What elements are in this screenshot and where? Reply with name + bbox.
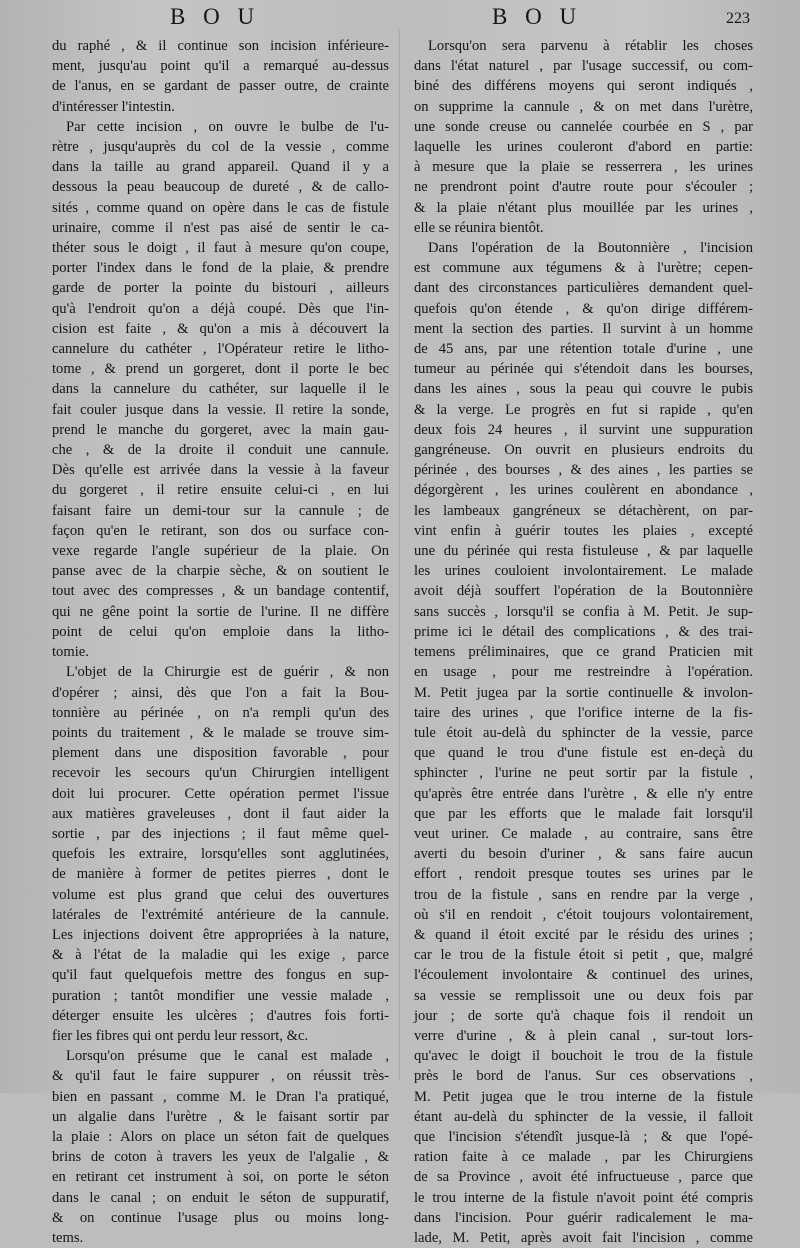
text-line: plement dans une disposition favorable , pour xyxy=(52,745,389,762)
text-line: tumeur au périnée qui s'étendoit dans les bourses, xyxy=(414,361,753,378)
text-line: & à l'état de la maladie qui les exige , parce xyxy=(52,947,389,964)
text-line: averti du besoin d'uriner , & sans faire aucun xyxy=(414,846,753,863)
text-line: sités , comme quand on opère dans le cas de fistule xyxy=(52,199,389,216)
text-line: cision est faite , & qu'on a mis à découvert la xyxy=(52,320,389,337)
text-line: temens préliminaires, que ce grand Praticien mit xyxy=(414,644,753,661)
text-line: sans succès , lorsqu'il se confia à M. Petit. Je sup- xyxy=(414,603,753,620)
text-line: vexe regarde l'angle supérieur de la plaie. On xyxy=(52,543,389,560)
text-line: Dès qu'elle est arrivée dans la vessie à la faveur xyxy=(52,462,389,479)
text-line: dans l'incision. Pour guérir radicalement le ma- xyxy=(414,1209,753,1226)
text-line: sa vessie se remplissoit une ou deux fois par xyxy=(414,987,753,1004)
text-line: & la verge. Le progrès en fut si rapide , qu'en xyxy=(414,401,753,418)
text-line: quefois qu'on étende , & qu'on dirige différem- xyxy=(414,300,753,317)
text-line: dans la cannelure du cathéter, sur laquelle il le xyxy=(52,381,389,398)
text-line: effort , rendoit presque toutes ses urines par le xyxy=(414,866,753,883)
text-line: Dans l'opération de la Boutonnière , l'incision xyxy=(428,240,753,257)
text-line: le trou interne de la fistule n'avoit point été compris xyxy=(414,1189,753,1206)
text-column-right xyxy=(414,36,753,1246)
text-line: volume est plus grand que celui des ouvertures xyxy=(52,886,389,903)
text-line: qu'après être entrée dans l'urètre , & elle n'y entre xyxy=(414,785,753,802)
text-line: jour ; de sorte qu'à chaque fois il rendoit un xyxy=(414,1007,753,1024)
text-line: fait couler jusque dans la vessie. Il retire la sonde, xyxy=(52,401,389,418)
text-line: dans les aines , sous la peau qui couvre le pubis xyxy=(414,381,753,398)
text-line: ment, jusqu'au point qu'il a remarqué au-dessus xyxy=(52,58,389,75)
text-line: en usage , pour me restreindre à l'opération. xyxy=(414,664,753,681)
text-line: trou de la fistule , sans en rendre par la verge , xyxy=(414,886,753,903)
text-line: M. Petit jugea que le trou interne de la fistule xyxy=(414,1088,753,1105)
text-line: garde de porter la pointe du bistouri , ailleurs xyxy=(52,280,389,297)
text-line: tome , & prend un gorgeret, dont il porte le bec xyxy=(52,361,389,378)
text-line: verre d'urine , & à plein canal , sur-tout lors- xyxy=(414,1027,753,1044)
text-line: qu'à l'endroit qu'on a déjà coupé. Dès que l'in- xyxy=(52,300,389,317)
text-line: du raphé , & il continue son incision inférieure- xyxy=(52,38,389,54)
text-line: dans la taille au grand appareil. Quand il y a xyxy=(52,159,389,176)
text-line: que quand le trou d'une fistule est en-deçà du xyxy=(414,745,753,762)
text-line: laquelle les urines couleront d'abord en partie: xyxy=(414,139,753,156)
text-line: tonnière au périnée , on n'a rempli qu'un des xyxy=(52,704,389,721)
text-line: vint enfin à guérir toutes les plaies , excepté xyxy=(414,522,753,539)
text-line: sortie , par des injections ; il faut même quel- xyxy=(52,825,389,842)
text-line: Par cette incision , on ouvre le bulbe de l'u- xyxy=(66,118,389,135)
text-line: ment la section des parties. Il survint à un homme xyxy=(414,320,753,337)
text-line: dessous la peau beaucoup de dureté , & de callo- xyxy=(52,179,389,196)
text-line: avoit déjà souffert l'opération de la Boutonnière xyxy=(414,583,753,600)
text-line: biné des différens moyens qui seront indiqués , xyxy=(414,78,753,95)
text-line: ne prendront point d'autre route pour s'écouler ; xyxy=(414,179,753,196)
text-line: périnée , des bourses , & des aines , les parties se xyxy=(414,462,753,479)
text-line: une du périnée qui resta fistuleuse , & par laquelle xyxy=(414,543,753,560)
header-title-left: B O U xyxy=(170,4,261,29)
text-line: Lorsqu'on présume que le canal est malade , xyxy=(66,1048,389,1065)
text-line: la plaie : Alors on place un séton fait de quelques xyxy=(52,1128,389,1145)
text-line: on supprime la cannule , & on met dans l'urètre, xyxy=(414,98,753,115)
text-line: que l'incision s'étendît jusque-là ; & que l'opé- xyxy=(414,1128,753,1145)
text-line: ration faite à ce malade , par les Chirurgiens xyxy=(414,1149,753,1166)
text-line: cannelure du cathéter , l'Opérateur retire le litho- xyxy=(52,341,389,358)
text-line: où s'il en rendoit , c'étoit toujours volontairement, xyxy=(414,906,753,923)
text-line: d'opérer ; ainsi, dès que l'on a fait la Bou- xyxy=(52,684,389,701)
text-line: tomie. xyxy=(52,644,89,661)
text-line: d'intéresser l'intestin. xyxy=(52,98,175,115)
text-line: de sa Province , avoit été infructueuse , parce que xyxy=(414,1169,753,1186)
text-line: veut uriner. Ce malade , au contraire, sans être xyxy=(414,825,753,842)
header-title-right: B O U xyxy=(492,4,583,29)
text-line: deux fois 24 heures , il survint une suppuration xyxy=(414,421,753,438)
text-line: l'écoulement involontaire & continuel des urines, xyxy=(414,967,753,984)
text-line: à mesure que la plaie se resserrera , les urines xyxy=(414,159,753,176)
text-line: prime ici le détail des complications , & des trai- xyxy=(414,623,753,640)
text-line: point de celui qu'on emploie dans la litho- xyxy=(52,623,389,640)
text-line: tout avec des compresses , & un bandage contentif, xyxy=(52,583,389,600)
text-line: que par les efforts que le malade fait lorsqu'il xyxy=(414,805,753,822)
running-header xyxy=(0,4,800,32)
text-line: che , & de la droite il conduit une cannule. xyxy=(52,442,389,459)
text-line: les lambeaux gangréneux se détachèrent, on par- xyxy=(414,502,753,519)
text-line: points du traitement , & le malade se trouve sim- xyxy=(52,724,389,741)
text-line: qui ne gêne point la sortie de l'urine. Il ne diffère xyxy=(52,603,389,620)
text-line: Les injections doivent être appropriées à la nature, xyxy=(52,926,389,943)
text-line: car le trou de la fistule étoit si petit , que, malgré xyxy=(414,947,753,964)
text-column-left xyxy=(52,36,389,1246)
text-line: dans l'état naturel , par l'usage successif, ou com- xyxy=(414,58,753,75)
text-line: brins de coton à travers les yeux de l'algalie , & xyxy=(52,1149,389,1166)
text-line: près le bord de l'anus. Sur ces observations , xyxy=(414,1068,753,1085)
text-line: & on continue l'usage plus ou moins long- xyxy=(52,1209,389,1226)
text-line: de l'anus, en se gardant de passer outre, de crainte xyxy=(52,78,389,95)
text-line: dans le canal ; on enduit le séton de suppuratif, xyxy=(52,1189,389,1206)
text-line: prend le manche du gorgeret, avec la main gau- xyxy=(52,421,389,438)
text-line: lade, M. Petit, après avoit fait l'incision , comme xyxy=(414,1229,753,1246)
text-line: tule étoit au-delà du sphincter de la vessie, parce xyxy=(414,724,753,741)
text-line: de manière à former de petites pierres , dont le xyxy=(52,866,389,883)
text-line: elle se réunira bientôt. xyxy=(414,219,544,236)
text-line: gangréneuse. On ouvrit en plusieurs endroits du xyxy=(414,442,753,459)
text-line: sphincter , l'urine ne peut sortir par la fistule , xyxy=(414,765,753,782)
text-line: un algalie dans l'urètre , & le faisant sortir par xyxy=(52,1108,389,1125)
page-number: 223 xyxy=(726,10,750,27)
text-line: tems. xyxy=(52,1229,84,1246)
text-line: L'objet de la Chirurgie est de guérir , & non xyxy=(66,664,389,681)
text-line: quefois les extraire, lorsqu'elles sont agglutinées, xyxy=(52,846,389,863)
text-line: façon qu'en le retirant, son dos ou surface con- xyxy=(52,522,389,539)
text-line: une sonde creuse ou cannelée courbée en S , par xyxy=(414,118,753,135)
text-line: latérales de l'extrémité antérieure de la cannule. xyxy=(52,906,389,923)
text-line: & quand il étoit excité par le résidu des urines ; xyxy=(414,926,753,943)
text-line: porter l'index dans le fond de la plaie, & prendre xyxy=(52,260,389,277)
text-line: dant des circonstances particulières demandent quel- xyxy=(414,280,753,297)
text-line: faisant faire un demi-tour sur la cannule ; de xyxy=(52,502,389,519)
text-line: panse avec de la charpie sèche, & on soutient le xyxy=(52,563,389,580)
text-line: doit lui procurer. Cette opération permet l'issue xyxy=(52,785,389,802)
text-line: théter sous le doigt , il faut à mesure qu'on coupe, xyxy=(52,240,389,257)
text-line: déterger ensuite les ulcères ; d'autres fois forti- xyxy=(52,1007,389,1024)
text-line: dégorgèrent , les urines coulèrent en abondance , xyxy=(414,482,753,499)
text-line: aux matières graveleuses , dont il faut aider la xyxy=(52,805,389,822)
text-line: du gorgeret , il retire ensuite celui-ci , en lui xyxy=(52,482,389,499)
text-line: en retirant cet instrument à soi, on porte le séton xyxy=(52,1169,389,1186)
text-line: de 45 ans, par une rétention totale d'urine , une xyxy=(414,341,753,358)
text-line: est commune aux tégumens & à l'urètre; cepen- xyxy=(414,260,753,277)
text-line: recevoir les secours qu'un Chirurgien intelligent xyxy=(52,765,389,782)
text-line: & qu'il faut le faire suppurer , on réussit très- xyxy=(52,1068,389,1085)
text-line: puration ; tantôt mondifier une vessie malade , xyxy=(52,987,389,1004)
text-line: les urines couloient involontairement. Le malade xyxy=(414,563,753,580)
text-line: fier les fibres qui ont perdu leur ressort, &c. xyxy=(52,1027,309,1044)
text-line: étant au-delà du sphincter de la vessie, il falloit xyxy=(414,1108,753,1125)
text-line: bien en passant , comme M. le Dran l'a pratiqué, xyxy=(52,1088,389,1105)
text-line: qu'avec le doigt il bouchoit le trou de la fistule xyxy=(414,1048,753,1065)
text-line: Lorsqu'on sera parvenu à rétablir les choses xyxy=(428,38,753,54)
text-line: urinaire, comme il n'est pas aisé de sentir le ca- xyxy=(52,219,389,236)
text-line: qu'il faut quelquefois mettre des fongus en sup- xyxy=(52,967,389,984)
text-line: taire des urines , que l'orifice interne de la fis- xyxy=(414,704,753,721)
column-gutter xyxy=(399,30,400,1080)
text-line: rètre , jusqu'auprès du col de la vessie , comme xyxy=(52,139,389,156)
text-line: & la plaie n'étant plus mouillée par les urines , xyxy=(414,199,753,216)
text-line: M. Petit jugea par la sortie continuelle & involon- xyxy=(414,684,753,701)
